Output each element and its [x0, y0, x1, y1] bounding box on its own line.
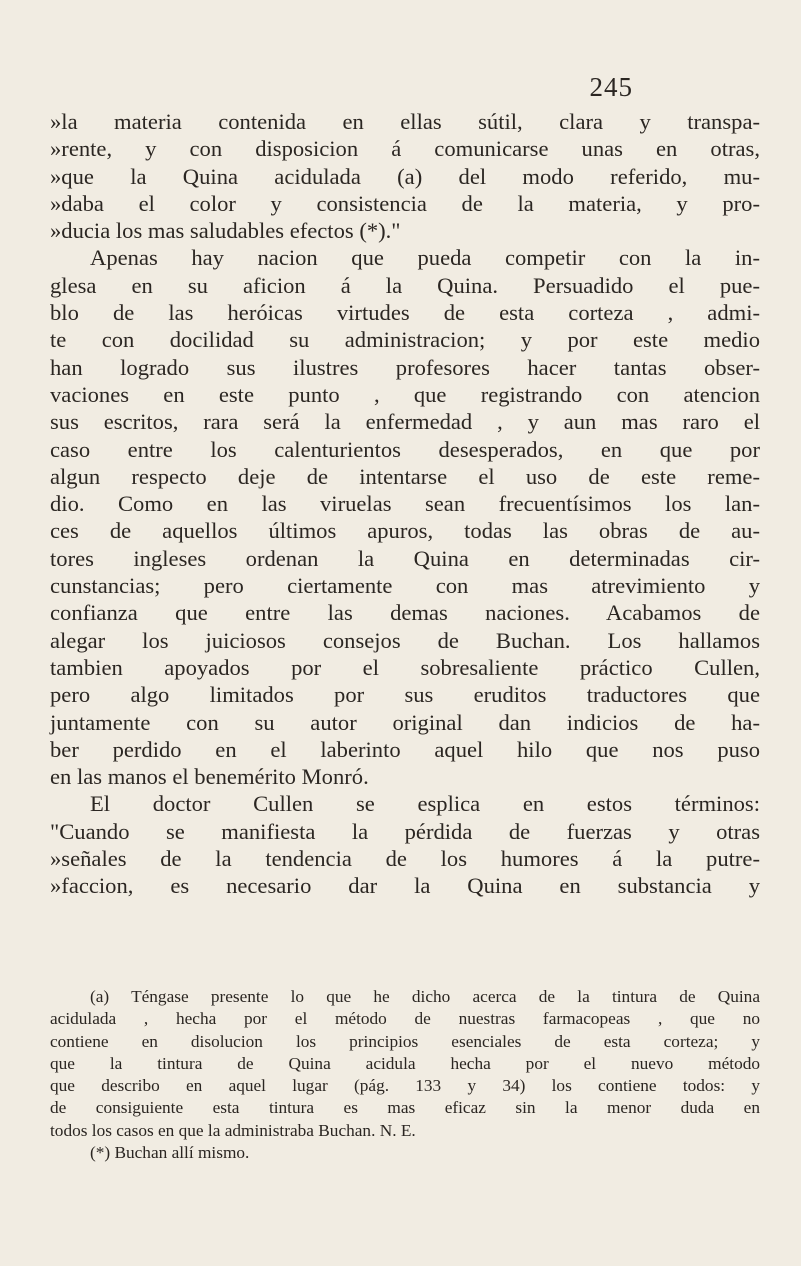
text-line: glesa en su aficion á la Quina. Persuadido el pue- — [50, 272, 760, 298]
text-line: »que la Quina acidulada (a) del modo referido, mu- — [50, 163, 760, 189]
footnote-line: contiene en disolucion los principios esenciales de esta corteza; y — [50, 1031, 760, 1051]
footnote-line: (a) Téngase presente lo que he dicho acerca de la tintura de Quina — [90, 987, 760, 1006]
text-line: tores ingleses ordenan la Quina en determinadas cir- — [50, 545, 760, 571]
text-line: te con docilidad su administracion; y por este medio — [50, 327, 760, 353]
text-line: »daba el color y consistencia de la materia, y pro- — [50, 190, 760, 216]
text-line: caso entre los calenturientos desesperados, en que por — [50, 436, 760, 462]
text-line: »ducia los mas saludables efectos (*)." — [50, 218, 401, 244]
text-line: sus escritos, rara será la enfermedad , y aun mas raro el — [50, 409, 760, 435]
text-line: »faccion, es necesario dar la Quina en substancia y — [50, 873, 760, 899]
text-line: alegar los juiciosos consejos de Buchan. Los hallamos — [50, 627, 760, 653]
text-line: »rente, y con disposicion á comunicarse unas en otras, — [50, 136, 760, 162]
footnote-line: que describo en aquel lugar (pág. 133 y 34) los contiene todos: y — [50, 1076, 760, 1096]
text-line: en las manos el benemérito Monró. — [50, 764, 369, 790]
footnote-line: acidulada , hecha por el método de nuestras farmacopeas , que no — [50, 1009, 760, 1029]
text-line: tambien apoyados por el sobresaliente práctico Cullen, — [50, 654, 760, 680]
text-line: confianza que entre las demas naciones. Acabamos de — [50, 600, 760, 626]
text-line: algun respecto deje de intentarse el uso de este reme- — [50, 463, 760, 489]
text-line: El doctor Cullen se esplica en estos términos: — [90, 791, 760, 817]
text-line: »señales de la tendencia de los humores á la putre- — [50, 846, 760, 872]
text-line: ber perdido en el laberinto aquel hilo que nos puso — [50, 736, 760, 762]
text-line: Apenas hay nacion que pueda competir con la in- — [90, 245, 760, 271]
text-line: blo de las heróicas virtudes de esta corteza , admi- — [50, 300, 760, 326]
text-line: pero algo limitados por sus eruditos traductores que — [50, 682, 760, 708]
footnote-line: (*) Buchan allí mismo. — [90, 1143, 250, 1163]
body-text — [50, 108, 760, 900]
footnote-line: todos los casos en que la administraba Buchan. N. E. — [50, 1120, 416, 1140]
text-line: vaciones en este punto , que registrando con atencion — [50, 381, 760, 407]
text-line: »la materia contenida en ellas sútil, clara y transpa- — [50, 109, 760, 134]
text-line: ces de aquellos últimos apuros, todas las obras de au- — [50, 518, 760, 544]
page-number: 245 — [589, 72, 633, 102]
text-line: han logrado sus ilustres profesores hacer tantas obser- — [50, 354, 760, 380]
text-line: cunstancias; pero ciertamente con mas atrevimiento y — [50, 573, 760, 599]
footnotes — [50, 986, 760, 1164]
footnote-line: que la tintura de Quina acidula hecha por el nuevo método — [50, 1053, 760, 1073]
text-line: dio. Como en las viruelas sean frecuentísimos los lan- — [50, 491, 760, 517]
footnote-line: de consiguiente esta tintura es mas eficaz sin la menor duda en — [50, 1098, 760, 1118]
text-line: juntamente con su autor original dan indicios de ha- — [50, 709, 760, 735]
text-line: "Cuando se manifiesta la pérdida de fuerzas y otras — [50, 818, 760, 844]
